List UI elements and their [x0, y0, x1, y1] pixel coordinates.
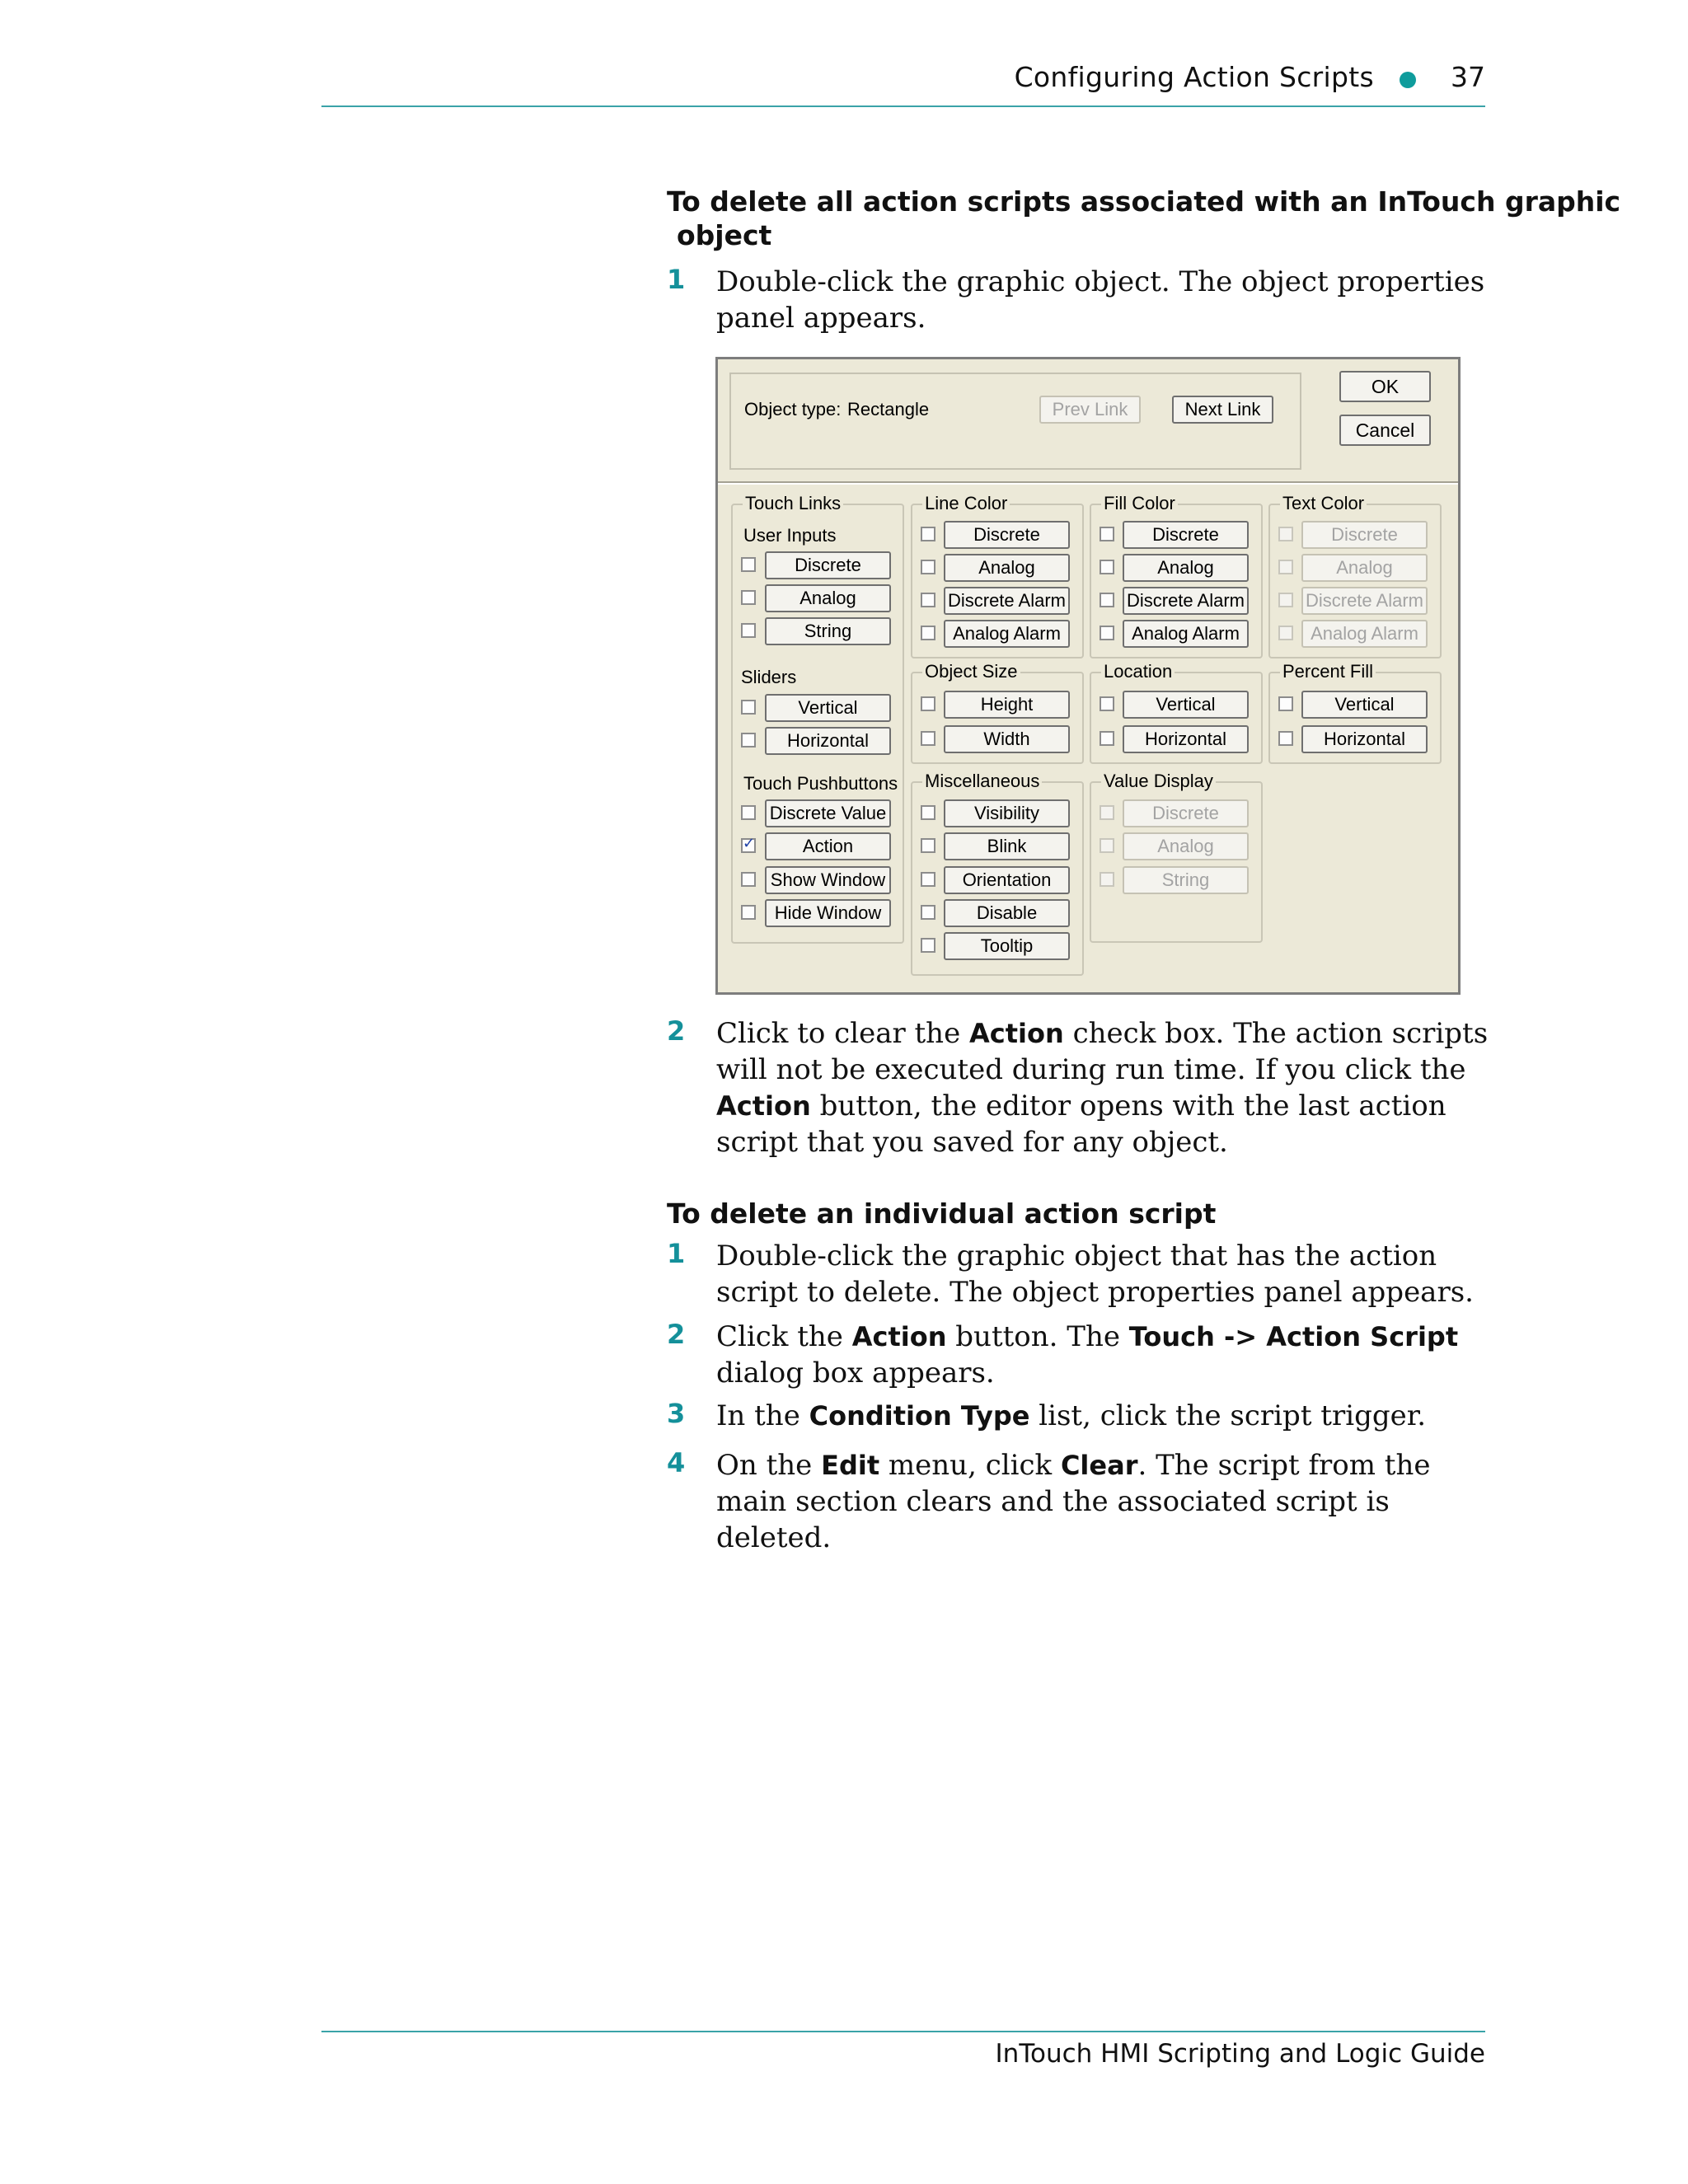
- ui-term-action: Action: [851, 1321, 947, 1352]
- location-title: Location: [1101, 661, 1175, 682]
- heading-line-1: To delete all action scripts associated with an InTouch graphic: [667, 185, 1621, 218]
- value-display-discrete-checkbox[interactable]: [1100, 805, 1114, 820]
- text-color-analog-button[interactable]: Analog: [1301, 554, 1428, 582]
- touch-links-title: Touch Links: [743, 493, 843, 514]
- line-color-discrete-button[interactable]: Discrete: [944, 521, 1070, 549]
- object-size-title: Object Size: [922, 661, 1020, 682]
- text-color-discrete-alarm-checkbox[interactable]: [1278, 593, 1293, 607]
- user-input-analog-checkbox[interactable]: [741, 590, 756, 605]
- misc-disable-button[interactable]: Disable: [944, 899, 1070, 927]
- step-number: 1: [667, 264, 686, 295]
- fill-color-discrete-checkbox[interactable]: [1100, 527, 1114, 541]
- pushbutton-show-window-checkbox[interactable]: [741, 872, 756, 887]
- misc-blink-checkbox[interactable]: [921, 838, 935, 853]
- page-number: 37: [1451, 61, 1485, 93]
- step-text: Click to clear the Action check box. The action scripts will not be executed during run time. If you click the Action button, the editor opens with the last action script that you saved for any object.: [716, 1017, 1489, 1159]
- fill-color-analog-alarm-button[interactable]: Analog Alarm: [1123, 620, 1249, 648]
- line-color-discrete-checkbox[interactable]: [921, 527, 935, 541]
- line-color-analog-alarm-button[interactable]: Analog Alarm: [944, 620, 1070, 648]
- object-properties-panel: [715, 357, 1461, 995]
- action-checkbox[interactable]: [741, 838, 756, 853]
- value-display-title: Value Display: [1101, 771, 1216, 792]
- step-text: Double-click the graphic object. The object properties panel appears.: [716, 265, 1485, 335]
- object-size-width-button[interactable]: Width: [944, 725, 1070, 753]
- cancel-button[interactable]: Cancel: [1339, 415, 1431, 446]
- value-display-analog-button[interactable]: Analog: [1123, 832, 1249, 860]
- value-display-discrete-button[interactable]: Discrete: [1123, 799, 1249, 827]
- ui-term-condition-type: Condition Type: [809, 1400, 1030, 1432]
- prev-link-button[interactable]: Prev Link: [1039, 396, 1141, 424]
- object-type-label: Object type:: [744, 399, 842, 419]
- percent-fill-vertical-checkbox[interactable]: [1278, 696, 1293, 711]
- step-number: 4: [667, 1447, 686, 1479]
- ok-button[interactable]: OK: [1339, 371, 1431, 402]
- touch-pushbuttons-label: Touch Pushbuttons: [743, 773, 898, 794]
- object-type-value: Rectangle: [847, 399, 930, 419]
- object-size-width-checkbox[interactable]: [921, 731, 935, 746]
- slider-horizontal-button[interactable]: Horizontal: [765, 727, 891, 755]
- line-color-analog-checkbox[interactable]: [921, 560, 935, 574]
- user-input-discrete-button[interactable]: Discrete: [765, 551, 891, 579]
- fill-color-analog-checkbox[interactable]: [1100, 560, 1114, 574]
- text-color-discrete-checkbox[interactable]: [1278, 527, 1293, 541]
- percent-fill-horizontal-button[interactable]: Horizontal: [1301, 725, 1428, 753]
- step-number: 3: [667, 1398, 686, 1429]
- pushbutton-hide-window-button[interactable]: Hide Window: [765, 899, 891, 927]
- step-number: 1: [667, 1238, 686, 1269]
- percent-fill-title: Percent Fill: [1280, 661, 1376, 682]
- location-vertical-checkbox[interactable]: [1100, 696, 1114, 711]
- step-text: On the Edit menu, click Clear. The script from the main section clears and the associated script is deleted.: [716, 1449, 1431, 1554]
- line-color-discrete-alarm-checkbox[interactable]: [921, 593, 935, 607]
- fill-color-discrete-alarm-button[interactable]: Discrete Alarm: [1123, 587, 1249, 615]
- fill-color-analog-button[interactable]: Analog: [1123, 554, 1249, 582]
- value-display-string-button[interactable]: String: [1123, 866, 1249, 894]
- percent-fill-horizontal-checkbox[interactable]: [1278, 731, 1293, 746]
- text-color-analog-checkbox[interactable]: [1278, 560, 1293, 574]
- location-horizontal-checkbox[interactable]: [1100, 731, 1114, 746]
- step-number: 2: [667, 1319, 686, 1350]
- procedure-heading-delete-individual: To delete an individual action script: [667, 1197, 1217, 1230]
- value-display-analog-checkbox[interactable]: [1100, 838, 1114, 853]
- misc-tooltip-button[interactable]: Tooltip: [944, 932, 1070, 960]
- pushbutton-discrete-value-checkbox[interactable]: [741, 805, 756, 820]
- header-bullet-icon: [1400, 72, 1416, 88]
- procedure-heading-delete-all: [667, 185, 1620, 252]
- location-vertical-button[interactable]: Vertical: [1123, 691, 1249, 719]
- heading-line-2: object: [677, 219, 772, 251]
- header-title: Configuring Action Scripts: [1014, 61, 1374, 93]
- ui-term-clear: Clear: [1060, 1450, 1138, 1481]
- running-header: [321, 59, 1485, 107]
- ui-term-action: Action: [716, 1090, 811, 1122]
- line-color-title: Line Color: [922, 493, 1010, 514]
- location-horizontal-button[interactable]: Horizontal: [1123, 725, 1249, 753]
- line-color-discrete-alarm-button[interactable]: Discrete Alarm: [944, 587, 1070, 615]
- slider-vertical-checkbox[interactable]: [741, 700, 756, 715]
- object-size-height-button[interactable]: Height: [944, 691, 1070, 719]
- text-color-discrete-alarm-button[interactable]: Discrete Alarm: [1301, 587, 1428, 615]
- running-footer: [321, 2031, 1485, 2069]
- pushbutton-hide-window-checkbox[interactable]: [741, 905, 756, 920]
- fill-color-discrete-button[interactable]: Discrete: [1123, 521, 1249, 549]
- footer-title: InTouch HMI Scripting and Logic Guide: [995, 2039, 1485, 2069]
- step-text: Double-click the graphic object that has the action script to delete. The object properties panel appears.: [716, 1240, 1474, 1309]
- misc-visibility-button[interactable]: Visibility: [944, 799, 1070, 827]
- ui-term-edit: Edit: [821, 1450, 880, 1481]
- slider-vertical-button[interactable]: Vertical: [765, 694, 891, 722]
- step-text: In the Condition Type list, click the script trigger.: [716, 1399, 1427, 1432]
- line-color-analog-alarm-checkbox[interactable]: [921, 626, 935, 640]
- user-input-analog-button[interactable]: Analog: [765, 584, 891, 612]
- action-button[interactable]: Action: [765, 832, 891, 860]
- pushbutton-discrete-value-button[interactable]: Discrete Value: [765, 799, 891, 827]
- line-color-analog-button[interactable]: Analog: [944, 554, 1070, 582]
- text-color-analog-alarm-button[interactable]: Analog Alarm: [1301, 620, 1428, 648]
- misc-orientation-button[interactable]: Orientation: [944, 866, 1070, 894]
- user-inputs-label: User Inputs: [743, 525, 837, 546]
- fill-color-analog-alarm-checkbox[interactable]: [1100, 626, 1114, 640]
- ui-term-action: Action: [969, 1018, 1064, 1049]
- slider-horizontal-checkbox[interactable]: [741, 733, 756, 748]
- pushbutton-show-window-button[interactable]: Show Window: [765, 866, 891, 894]
- user-input-string-button[interactable]: String: [765, 617, 891, 645]
- fill-color-discrete-alarm-checkbox[interactable]: [1100, 593, 1114, 607]
- dialog-separator: [718, 481, 1458, 485]
- misc-tooltip-checkbox[interactable]: [921, 938, 935, 953]
- percent-fill-vertical-button[interactable]: Vertical: [1301, 691, 1428, 719]
- ui-term-touch-action-script: Touch -> Action Script: [1128, 1321, 1459, 1352]
- misc-orientation-checkbox[interactable]: [921, 872, 935, 887]
- misc-blink-button[interactable]: Blink: [944, 832, 1070, 860]
- user-input-string-checkbox[interactable]: [741, 623, 756, 638]
- text-color-title: Text Color: [1280, 493, 1367, 514]
- text-color-analog-alarm-checkbox[interactable]: [1278, 626, 1293, 640]
- misc-disable-checkbox[interactable]: [921, 905, 935, 920]
- sliders-label: Sliders: [741, 667, 797, 687]
- next-link-button[interactable]: Next Link: [1172, 396, 1273, 424]
- text-color-discrete-button[interactable]: Discrete: [1301, 521, 1428, 549]
- step-text: Click the Action button. The Touch -> Action Script dialog box appears.: [716, 1320, 1459, 1390]
- step-number: 2: [667, 1015, 686, 1047]
- value-display-string-checkbox[interactable]: [1100, 872, 1114, 887]
- misc-visibility-checkbox[interactable]: [921, 805, 935, 820]
- miscellaneous-title: Miscellaneous: [922, 771, 1042, 792]
- object-size-height-checkbox[interactable]: [921, 696, 935, 711]
- user-input-discrete-checkbox[interactable]: [741, 557, 756, 572]
- fill-color-title: Fill Color: [1101, 493, 1178, 514]
